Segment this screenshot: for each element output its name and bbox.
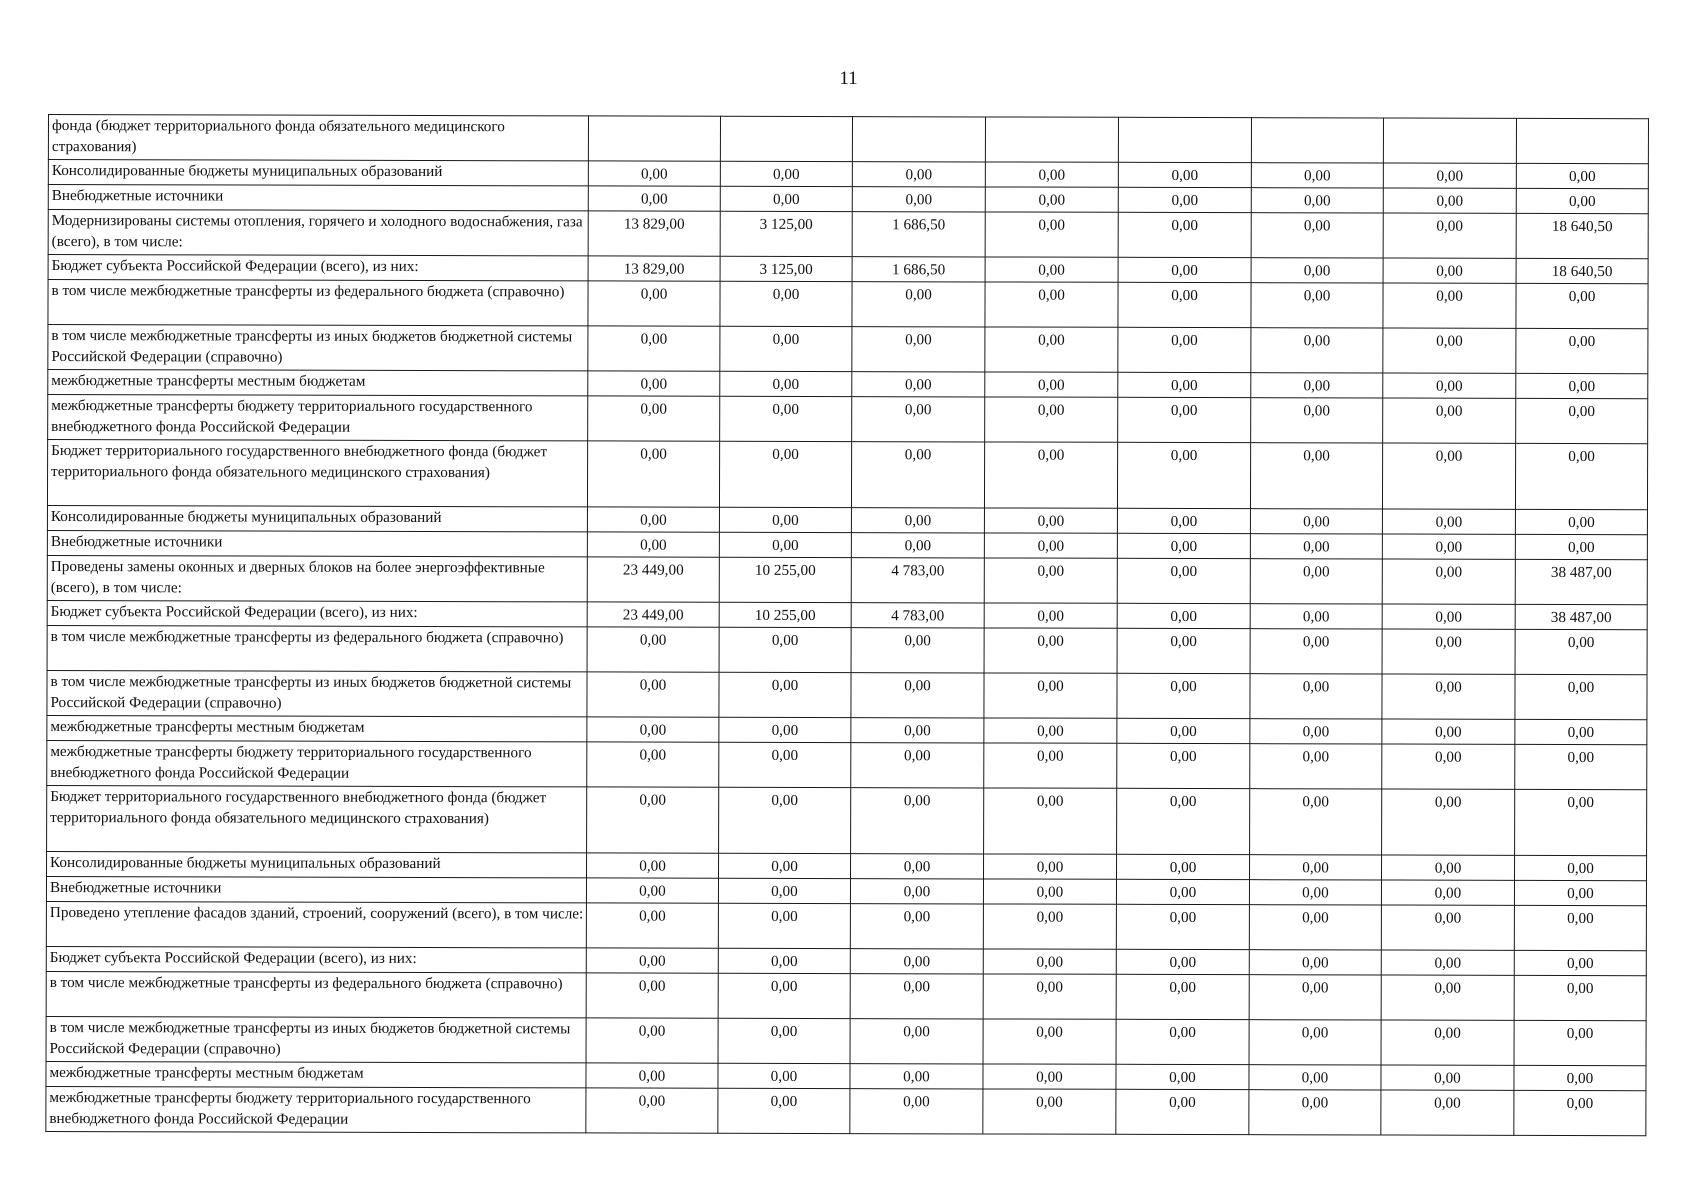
row-label: Консолидированные бюджеты муниципальных образований <box>47 851 587 877</box>
value-cell: 0,00 <box>1382 674 1515 719</box>
value-cell: 0,00 <box>1117 718 1250 743</box>
table-row <box>48 280 1648 329</box>
value-cell: 0,00 <box>1383 163 1516 188</box>
value-cell: 0,00 <box>587 441 719 507</box>
value-cell: 0,00 <box>1515 719 1647 744</box>
table-row <box>46 1016 1646 1065</box>
value-cell: 0,00 <box>983 904 1116 949</box>
value-cell: 0,00 <box>1251 398 1383 443</box>
value-cell: 13 829,00 <box>588 211 720 256</box>
value-cell: 0,00 <box>1250 744 1382 789</box>
value-cell: 0,00 <box>850 1064 983 1089</box>
value-cell: 0,00 <box>1383 328 1516 373</box>
value-cell <box>1118 117 1251 162</box>
value-cell: 0,00 <box>1249 1065 1381 1090</box>
value-cell: 0,00 <box>1382 534 1515 559</box>
row-label: фонда (бюджет территориального фонда обязательного медицинского страхования) <box>48 115 588 161</box>
value-cell: 0,00 <box>720 161 852 186</box>
value-cell: 0,00 <box>1251 258 1383 283</box>
value-cell: 10 255,00 <box>719 602 851 627</box>
value-cell: 0,00 <box>985 257 1118 282</box>
value-cell: 0,00 <box>1116 904 1249 949</box>
value-cell: 1 686,50 <box>852 212 985 257</box>
value-cell <box>1516 118 1648 163</box>
value-cell <box>1251 118 1383 163</box>
value-cell: 0,00 <box>718 903 850 948</box>
value-cell: 0,00 <box>1118 257 1251 282</box>
value-cell: 0,00 <box>1251 213 1383 258</box>
value-cell: 0,00 <box>1516 163 1648 188</box>
row-label: Консолидированные бюджеты муниципальных образований <box>47 505 587 531</box>
value-cell: 0,00 <box>1516 283 1648 328</box>
value-cell: 1 686,50 <box>852 257 985 282</box>
row-label: Бюджет территориального государственного внебюджетного фонда (бюджет территориального фонда обязательного медицинского страхования) <box>47 440 587 507</box>
value-cell: 0,00 <box>1515 744 1647 789</box>
value-cell: 0,00 <box>588 396 720 441</box>
value-cell: 0,00 <box>1381 1020 1514 1065</box>
value-cell: 0,00 <box>1514 905 1646 950</box>
value-cell: 0,00 <box>587 742 719 787</box>
value-cell: 0,00 <box>1118 212 1251 257</box>
value-cell: 0,00 <box>720 186 852 211</box>
row-label: межбюджетные трансферты бюджету территориального государственного внебюджетного фонда Российской Федерации <box>47 740 587 786</box>
value-cell: 0,00 <box>851 508 984 533</box>
value-cell: 0,00 <box>1249 975 1381 1020</box>
value-cell: 0,00 <box>984 603 1117 628</box>
value-cell: 0,00 <box>1381 905 1514 950</box>
value-cell: 0,00 <box>1514 855 1646 880</box>
table-row <box>47 670 1647 719</box>
row-label: Модернизированы системы отопления, горячего и холодного водоснабжения, газа (всего), в том числе: <box>48 210 588 256</box>
value-cell: 0,00 <box>719 672 851 717</box>
value-cell: 0,00 <box>719 853 851 878</box>
row-label: в том числе межбюджетные трансферты из федерального бюджета (справочно) <box>48 280 588 326</box>
value-cell: 0,00 <box>1116 1064 1249 1089</box>
value-cell: 0,00 <box>1118 162 1251 187</box>
value-cell: 0,00 <box>1117 628 1250 673</box>
value-cell: 0,00 <box>588 186 720 211</box>
row-label: в том числе межбюджетные трансферты из иных бюджетов бюджетной системы Российской Федерации (справочно) <box>46 1016 586 1062</box>
value-cell: 0,00 <box>1516 188 1648 213</box>
table-row <box>46 901 1646 950</box>
value-cell: 0,00 <box>850 1019 983 1064</box>
value-cell: 3 125,00 <box>720 211 852 256</box>
value-cell: 0,00 <box>1118 187 1251 212</box>
value-cell: 0,00 <box>984 508 1117 533</box>
value-cell: 38 487,00 <box>1515 604 1647 629</box>
row-label: межбюджетные трансферты бюджету территориального государственного внебюджетного фонда Российской Федерации <box>48 395 588 441</box>
value-cell: 0,00 <box>586 948 718 973</box>
value-cell: 0,00 <box>719 627 851 672</box>
value-cell: 0,00 <box>1382 559 1515 604</box>
value-cell: 0,00 <box>1515 509 1647 534</box>
value-cell: 0,00 <box>985 212 1118 257</box>
value-cell: 0,00 <box>984 854 1117 879</box>
value-cell: 0,00 <box>1514 975 1646 1020</box>
value-cell: 0,00 <box>1516 398 1648 443</box>
value-cell: 0,00 <box>1250 559 1382 604</box>
value-cell: 0,00 <box>586 1088 718 1133</box>
value-cell: 0,00 <box>1383 283 1516 328</box>
value-cell: 0,00 <box>851 718 984 743</box>
value-cell: 0,00 <box>1117 743 1250 788</box>
value-cell: 0,00 <box>1116 949 1249 974</box>
value-cell: 4 783,00 <box>851 558 984 603</box>
value-cell: 0,00 <box>850 1089 983 1134</box>
table-row <box>48 115 1648 164</box>
value-cell: 0,00 <box>851 854 984 879</box>
value-cell: 0,00 <box>587 627 719 672</box>
value-cell: 0,00 <box>1250 789 1382 855</box>
value-cell: 0,00 <box>1515 534 1647 559</box>
value-cell: 0,00 <box>1117 673 1250 718</box>
value-cell: 0,00 <box>1515 443 1647 509</box>
value-cell: 0,00 <box>984 673 1117 718</box>
table-row <box>48 325 1648 374</box>
value-cell: 0,00 <box>852 162 985 187</box>
value-cell: 0,00 <box>1249 1020 1381 1065</box>
value-cell: 0,00 <box>718 1063 850 1088</box>
row-label: Внебюджетные источники <box>48 185 588 211</box>
value-cell <box>1383 118 1516 163</box>
value-cell: 0,00 <box>1249 880 1381 905</box>
row-label: Внебюджетные источники <box>47 530 587 556</box>
value-cell: 0,00 <box>1381 1090 1514 1135</box>
value-cell: 38 487,00 <box>1515 559 1647 604</box>
value-cell: 0,00 <box>984 628 1117 673</box>
value-cell: 0,00 <box>1383 213 1516 258</box>
row-label: Проведено утепление фасадов зданий, строений, сооружений (всего), в том числе: <box>46 901 586 947</box>
value-cell: 0,00 <box>718 973 850 1018</box>
value-cell: 0,00 <box>1382 604 1515 629</box>
value-cell: 0,00 <box>720 281 852 326</box>
value-cell: 0,00 <box>1116 879 1249 904</box>
value-cell: 0,00 <box>1117 533 1250 558</box>
value-cell: 0,00 <box>586 1018 718 1063</box>
value-cell: 0,00 <box>1516 373 1648 398</box>
row-label: Бюджет субъекта Российской Федерации (всего), из них: <box>48 255 588 281</box>
value-cell: 0,00 <box>985 282 1118 327</box>
table-row <box>47 785 1647 855</box>
value-cell: 0,00 <box>851 628 984 673</box>
value-cell <box>588 116 720 161</box>
value-cell: 0,00 <box>1251 328 1383 373</box>
value-cell: 0,00 <box>1250 719 1382 744</box>
row-label: в том числе межбюджетные трансферты из иных бюджетов бюджетной системы Российской Федерации (справочно) <box>48 325 588 371</box>
value-cell: 0,00 <box>1381 950 1514 975</box>
value-cell: 0,00 <box>983 1089 1116 1134</box>
value-cell: 0,00 <box>983 879 1116 904</box>
value-cell: 0,00 <box>586 973 718 1018</box>
value-cell <box>985 117 1118 162</box>
value-cell: 0,00 <box>1383 188 1516 213</box>
value-cell: 0,00 <box>1117 558 1250 603</box>
value-cell: 0,00 <box>1251 163 1383 188</box>
table-row <box>47 440 1647 510</box>
value-cell: 0,00 <box>983 949 1116 974</box>
budget-table-container <box>45 114 1648 1136</box>
value-cell: 0,00 <box>1382 509 1515 534</box>
value-cell: 0,00 <box>1117 442 1250 508</box>
value-cell: 0,00 <box>1514 1020 1646 1065</box>
value-cell: 18 640,50 <box>1516 213 1648 258</box>
value-cell: 0,00 <box>720 326 852 371</box>
value-cell: 0,00 <box>719 532 851 557</box>
value-cell: 0,00 <box>851 442 984 508</box>
value-cell: 4 783,00 <box>851 603 984 628</box>
value-cell: 0,00 <box>1382 789 1515 855</box>
value-cell: 0,00 <box>1383 258 1516 283</box>
value-cell: 0,00 <box>588 281 720 326</box>
value-cell: 0,00 <box>1250 674 1382 719</box>
value-cell: 0,00 <box>1515 789 1647 855</box>
value-cell: 0,00 <box>588 161 720 186</box>
value-cell: 18 640,50 <box>1516 258 1648 283</box>
value-cell: 0,00 <box>719 717 851 742</box>
table-row <box>47 555 1647 604</box>
value-cell: 10 255,00 <box>719 557 851 602</box>
value-cell: 0,00 <box>719 787 851 853</box>
value-cell: 0,00 <box>1251 188 1383 213</box>
value-cell: 0,00 <box>983 1019 1116 1064</box>
value-cell: 0,00 <box>852 372 985 397</box>
value-cell: 0,00 <box>1250 534 1382 559</box>
value-cell: 0,00 <box>1381 880 1514 905</box>
value-cell: 0,00 <box>850 949 983 974</box>
value-cell: 0,00 <box>1118 327 1251 372</box>
value-cell: 0,00 <box>718 878 850 903</box>
value-cell: 0,00 <box>586 903 718 948</box>
value-cell: 0,00 <box>1382 744 1515 789</box>
table-row <box>48 210 1648 259</box>
table-row <box>46 971 1646 1020</box>
row-label: межбюджетные трансферты местным бюджетам <box>47 715 587 741</box>
row-label: Проведены замены оконных и дверных блоков на более энергоэффективные (всего), в том числе: <box>47 555 587 601</box>
value-cell: 0,00 <box>1117 508 1250 533</box>
value-cell: 0,00 <box>984 442 1117 508</box>
value-cell: 0,00 <box>983 1064 1116 1089</box>
value-cell: 0,00 <box>1383 398 1516 443</box>
value-cell: 0,00 <box>718 948 850 973</box>
value-cell: 0,00 <box>850 974 983 1019</box>
value-cell: 0,00 <box>1117 788 1250 854</box>
value-cell: 0,00 <box>1250 629 1382 674</box>
value-cell: 0,00 <box>1117 854 1250 879</box>
value-cell: 0,00 <box>1118 282 1251 327</box>
row-label: Внебюджетные источники <box>46 876 586 902</box>
value-cell: 0,00 <box>984 558 1117 603</box>
value-cell: 0,00 <box>985 372 1118 397</box>
table-row <box>47 740 1647 789</box>
value-cell: 0,00 <box>1249 905 1381 950</box>
value-cell: 0,00 <box>1514 950 1646 975</box>
value-cell: 0,00 <box>587 717 719 742</box>
value-cell: 0,00 <box>852 327 985 372</box>
value-cell: 0,00 <box>1251 373 1383 398</box>
value-cell: 0,00 <box>1250 604 1382 629</box>
value-cell: 0,00 <box>984 743 1117 788</box>
value-cell: 0,00 <box>1382 629 1515 674</box>
value-cell: 0,00 <box>588 371 720 396</box>
value-cell: 0,00 <box>851 743 984 788</box>
row-label: Бюджет территориального государственного внебюджетного фонда (бюджет территориального фонда обязательного медицинского страхования) <box>47 785 587 852</box>
value-cell: 0,00 <box>1383 373 1516 398</box>
value-cell: 0,00 <box>1250 509 1382 534</box>
value-cell: 0,00 <box>718 1018 850 1063</box>
value-cell: 0,00 <box>587 672 719 717</box>
row-label: в том числе межбюджетные трансферты из федерального бюджета (справочно) <box>47 625 587 671</box>
value-cell: 0,00 <box>1515 674 1647 719</box>
value-cell: 0,00 <box>985 397 1118 442</box>
value-cell: 0,00 <box>1117 603 1250 628</box>
value-cell: 0,00 <box>985 327 1118 372</box>
value-cell: 0,00 <box>1514 880 1646 905</box>
value-cell: 0,00 <box>1118 372 1251 397</box>
value-cell: 0,00 <box>587 853 719 878</box>
value-cell: 0,00 <box>586 878 718 903</box>
value-cell <box>852 117 985 162</box>
row-label: Консолидированные бюджеты муниципальных образований <box>48 160 588 186</box>
value-cell: 0,00 <box>1381 975 1514 1020</box>
row-label: в том числе межбюджетные трансферты из федерального бюджета (справочно) <box>46 971 586 1017</box>
value-cell: 0,00 <box>1382 443 1515 509</box>
value-cell: 0,00 <box>1514 1065 1646 1090</box>
value-cell: 0,00 <box>586 1063 718 1088</box>
value-cell: 0,00 <box>587 532 719 557</box>
row-label: Бюджет субъекта Российской Федерации (всего), из них: <box>46 946 586 972</box>
value-cell: 0,00 <box>852 282 985 327</box>
value-cell: 13 829,00 <box>588 256 720 281</box>
value-cell: 0,00 <box>984 788 1117 854</box>
row-label: в том числе межбюджетные трансферты из иных бюджетов бюджетной системы Российской Федерации (справочно) <box>47 670 587 716</box>
row-label: Бюджет субъекта Российской Федерации (всего), из них: <box>47 600 587 626</box>
row-label: межбюджетные трансферты бюджету территориального государственного внебюджетного фонда Российской Федерации <box>46 1086 586 1132</box>
value-cell: 0,00 <box>587 507 719 532</box>
value-cell: 0,00 <box>719 742 851 787</box>
value-cell: 0,00 <box>719 507 851 532</box>
value-cell: 0,00 <box>1116 1019 1249 1064</box>
value-cell: 0,00 <box>1514 1090 1646 1135</box>
value-cell: 0,00 <box>1249 950 1381 975</box>
value-cell: 23 449,00 <box>587 557 719 602</box>
table-row <box>48 395 1648 444</box>
row-label: межбюджетные трансферты местным бюджетам <box>46 1061 586 1087</box>
value-cell: 0,00 <box>985 162 1118 187</box>
value-cell: 3 125,00 <box>720 256 852 281</box>
value-cell: 0,00 <box>718 1088 850 1133</box>
value-cell: 0,00 <box>719 441 851 507</box>
value-cell: 0,00 <box>1381 855 1514 880</box>
value-cell: 0,00 <box>1382 719 1515 744</box>
table-row <box>47 625 1647 674</box>
value-cell: 0,00 <box>850 879 983 904</box>
value-cell: 0,00 <box>984 533 1117 558</box>
value-cell: 0,00 <box>983 974 1116 1019</box>
value-cell: 23 449,00 <box>587 602 719 627</box>
value-cell: 0,00 <box>851 673 984 718</box>
value-cell: 0,00 <box>587 787 719 853</box>
value-cell: 0,00 <box>1118 397 1251 442</box>
value-cell: 0,00 <box>852 187 985 212</box>
value-cell: 0,00 <box>588 326 720 371</box>
value-cell: 0,00 <box>1116 974 1249 1019</box>
value-cell: 0,00 <box>1251 283 1383 328</box>
table-body <box>46 115 1649 1136</box>
value-cell: 0,00 <box>1515 629 1647 674</box>
value-cell: 0,00 <box>1249 855 1381 880</box>
budget-table <box>45 114 1649 1136</box>
value-cell: 0,00 <box>720 396 852 441</box>
value-cell: 0,00 <box>852 397 985 442</box>
value-cell: 0,00 <box>1381 1065 1514 1090</box>
value-cell: 0,00 <box>1116 1089 1249 1134</box>
table-row <box>46 1086 1646 1135</box>
row-label: межбюджетные трансферты местным бюджетам <box>48 370 588 396</box>
value-cell: 0,00 <box>985 187 1118 212</box>
value-cell: 0,00 <box>1516 328 1648 373</box>
value-cell: 0,00 <box>1249 1090 1381 1135</box>
value-cell: 0,00 <box>851 788 984 854</box>
value-cell: 0,00 <box>984 718 1117 743</box>
value-cell: 0,00 <box>850 904 983 949</box>
value-cell: 0,00 <box>1250 443 1382 509</box>
value-cell <box>720 116 852 161</box>
value-cell: 0,00 <box>851 533 984 558</box>
value-cell: 0,00 <box>720 371 852 396</box>
page-number: 11 <box>839 68 858 89</box>
